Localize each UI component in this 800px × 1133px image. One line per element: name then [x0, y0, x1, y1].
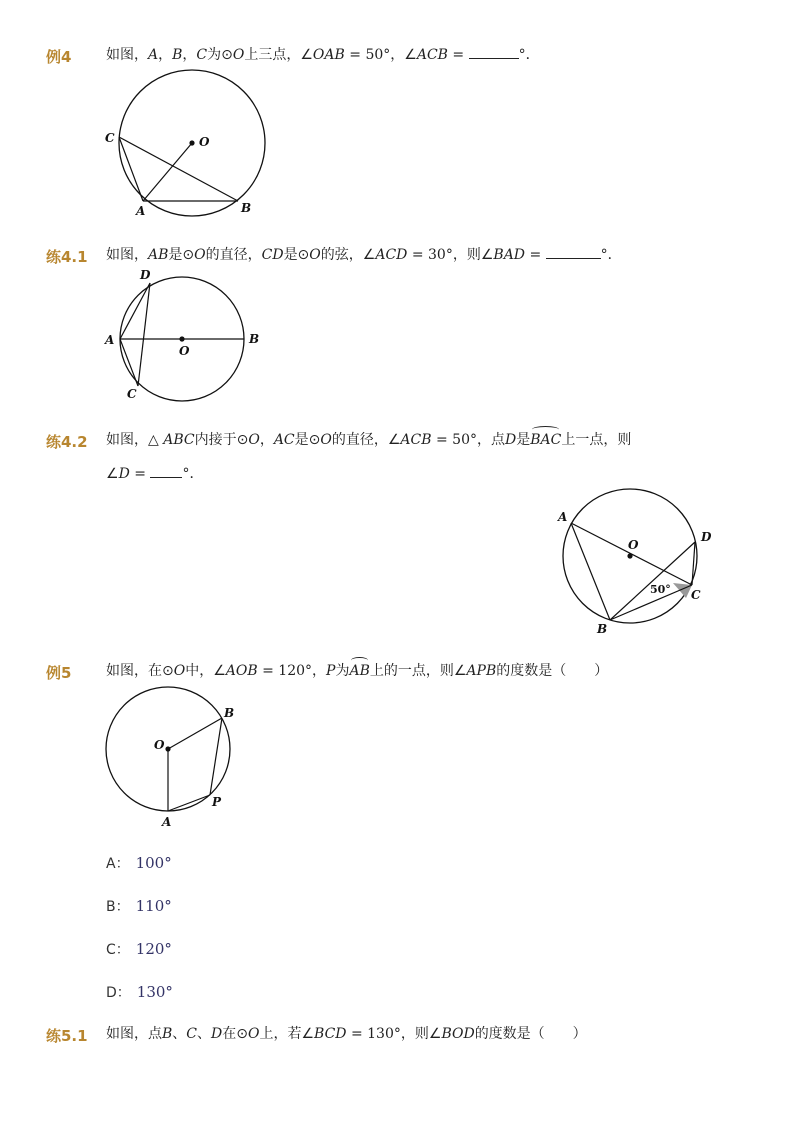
point-label-a: A [558, 510, 568, 524]
point-label-a: A [162, 815, 172, 829]
example-label: 例5 [46, 664, 72, 682]
point-label-d: D [140, 268, 151, 282]
point-label-p: P [212, 795, 222, 809]
option-b[interactable] [106, 896, 172, 916]
exercise-label: 练4.2 [46, 433, 88, 451]
point-label-o: O [628, 538, 639, 552]
option-c[interactable] [106, 939, 172, 959]
option-letter: C： [106, 942, 130, 958]
center-point [627, 553, 632, 558]
segment-ab [571, 523, 610, 620]
option-d[interactable] [106, 982, 173, 1002]
question-text: 如图，△ ABC内接于⊙O，AC是⊙O的直径，∠ACB = 50°，点D是BAC上一点，则 [106, 429, 631, 451]
option-value: 110° [135, 897, 172, 915]
point-label-o: O [154, 738, 165, 752]
arc-notation: BAC [530, 429, 561, 451]
question-text: 如图，AB是⊙O的直径，CD是⊙O的弦，∠ACD = 30°，则∠BAD = °． [106, 244, 622, 266]
segment-ad [120, 283, 150, 339]
answer-blank [469, 44, 519, 59]
circle-figure [555, 485, 730, 640]
point-label-d: D [701, 530, 712, 544]
point-label-b: B [597, 622, 608, 636]
radius-ob [168, 718, 222, 749]
question-text: 如图，在⊙O中，∠AOB = 120°，P为AB上的一点，则∠APB的度数是（ ） [106, 660, 608, 682]
point-label-c: C [105, 131, 115, 145]
option-value: 120° [135, 940, 172, 958]
angle-label: 50° [650, 583, 671, 596]
point-label-o: O [179, 344, 190, 358]
segment-ac [120, 339, 138, 386]
option-value: 130° [136, 983, 173, 1001]
exercise-label: 练5.1 [46, 1027, 88, 1045]
question-text-line2: ∠D = °． [106, 463, 203, 485]
answer-blank [150, 463, 182, 478]
answer-blank [546, 244, 601, 259]
point-label-a: A [105, 333, 115, 347]
point-label-o: O [199, 135, 210, 149]
option-letter: D： [106, 985, 131, 1001]
question-text: 如图，A，B，C为⊙O上三点，∠OAB = 50°，∠ACB = °． [106, 44, 540, 66]
exercise-label: 练4.1 [46, 248, 88, 266]
chord-cd [138, 283, 150, 386]
center-point [165, 746, 170, 751]
point-label-b: B [224, 706, 235, 720]
arc-notation: AB [349, 660, 369, 682]
segment-ap [168, 795, 210, 811]
point-label-c: C [691, 588, 701, 602]
center-point [179, 336, 184, 341]
point-label-b: B [249, 332, 260, 346]
circle-figure [100, 265, 270, 410]
option-value: 100° [135, 854, 172, 872]
segment-ca [119, 137, 143, 201]
question-text: 如图，点B、C、D在⊙O上，若∠BCD = 130°，则∠BOD的度数是（ ） [106, 1026, 587, 1042]
segment-bd [610, 542, 695, 620]
angle-50-marker [673, 583, 692, 598]
option-letter: A： [106, 856, 130, 872]
point-label-c: C [127, 387, 137, 401]
point-label-a: A [136, 204, 146, 218]
circle-figure [100, 685, 255, 830]
center-point [189, 140, 194, 145]
circle-figure [100, 70, 280, 230]
point-label-b: B [241, 201, 252, 215]
example-label: 例4 [46, 48, 72, 66]
option-a[interactable] [106, 853, 172, 873]
option-letter: B： [106, 899, 130, 915]
